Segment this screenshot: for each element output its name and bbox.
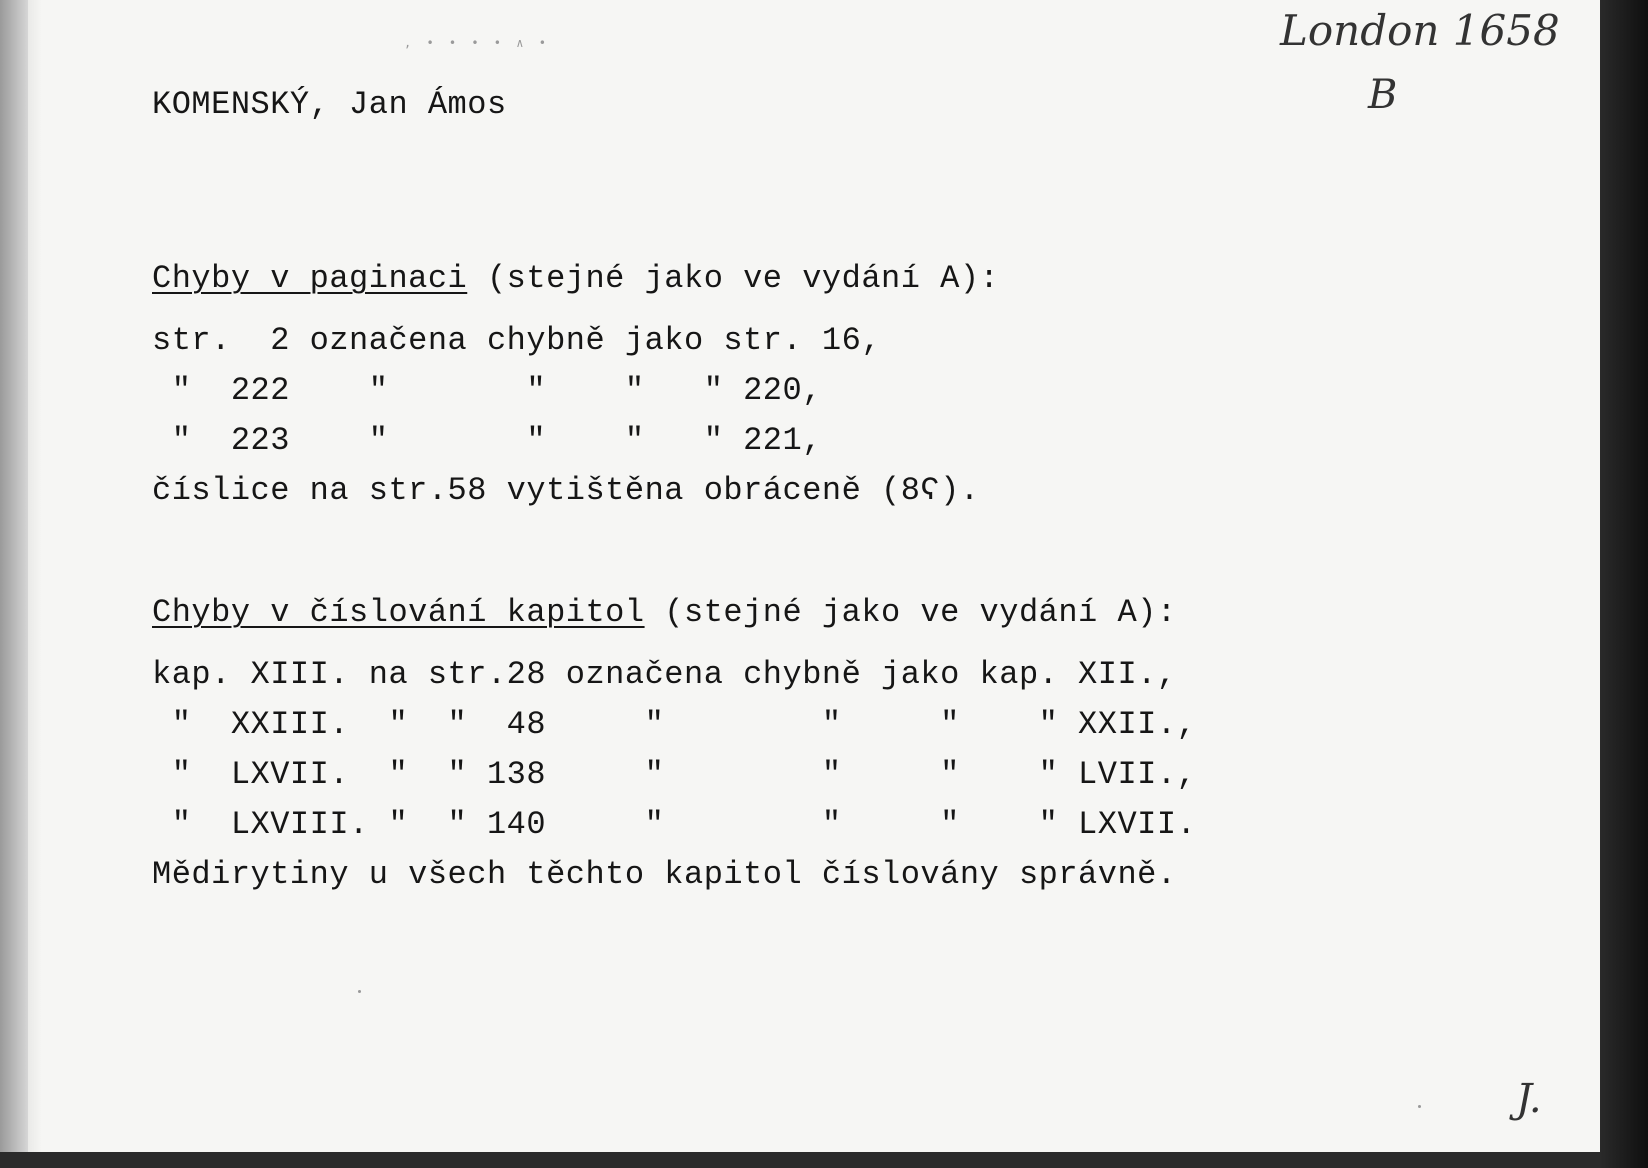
pagination-line: str. 2 označena chybně jako str. 16, xyxy=(152,322,882,359)
handwritten-place-year: London 1658 xyxy=(1280,6,1560,55)
section-pagination-title: Chyby v paginaci xyxy=(152,260,468,297)
faint-marks: , • • • • ∧ • xyxy=(404,36,550,50)
scan-right-border xyxy=(1600,0,1648,1168)
scan-bottom-border xyxy=(0,1152,1600,1168)
dust-speck xyxy=(1418,1105,1421,1108)
section-chapters-suffix: (stejné jako ve vydání A): xyxy=(644,594,1177,631)
section-chapters-heading xyxy=(152,594,1177,631)
chapter-line: Mědirytiny u všech těchto kapitol číslovány správně. xyxy=(152,856,1177,893)
handwritten-edition-letter: B xyxy=(1368,72,1398,118)
chapter-line: " XXIII. " " 48 " " " " XXII., xyxy=(152,706,1197,743)
chapter-line: " LXVII. " " 138 " " " " LVII., xyxy=(152,756,1197,793)
pagination-line: číslice na str.58 vytištěna obráceně (8Ϛ). xyxy=(152,472,980,509)
pagination-line: " 223 " " " " 221, xyxy=(152,422,822,459)
chapter-line: " LXVIII. " " 140 " " " " LXVII. xyxy=(152,806,1197,843)
section-pagination-suffix: (stejné jako ve vydání A): xyxy=(467,260,1000,297)
card-heading: KOMENSKÝ, Jan Ámos xyxy=(152,86,507,123)
section-chapters-title: Chyby v číslování kapitol xyxy=(152,594,645,631)
index-card xyxy=(28,0,1600,1152)
chapter-line: kap. XIII. na str.28 označena chybně jako kap. XII., xyxy=(152,656,1177,693)
dust-speck xyxy=(358,990,361,993)
section-pagination-heading xyxy=(152,260,999,297)
pagination-line: " 222 " " " " 220, xyxy=(152,372,822,409)
handwritten-initial: J. xyxy=(1516,1076,1542,1122)
scan-left-border xyxy=(0,0,28,1168)
